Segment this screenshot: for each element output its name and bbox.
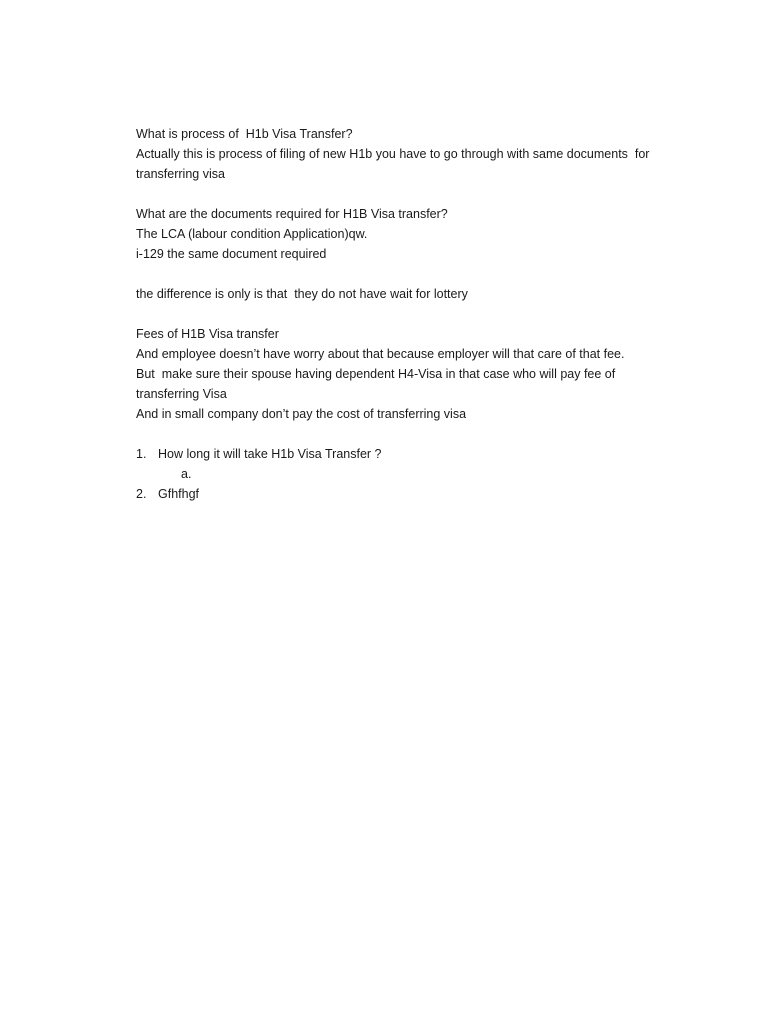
list-item (136, 444, 676, 464)
list-item (136, 484, 676, 504)
sub-list-item (136, 464, 676, 484)
paragraph-gap (136, 304, 676, 324)
paragraph-gap (136, 184, 676, 204)
sub-list-letter: a. (181, 467, 192, 481)
answer-process: Actually this is process of filing of new H1b you have to go through with same documents for transferring visa (136, 147, 653, 181)
paragraph-gap (136, 264, 676, 284)
paragraph-gap (136, 424, 676, 444)
document-body (136, 124, 676, 504)
answer-fees-small-company: And in small company don’t pay the cost of transferring visa (136, 407, 467, 421)
list-text: How long it will take H1b Visa Transfer ? (158, 447, 382, 461)
question-heading-process: What is process of H1b Visa Transfer? (136, 127, 353, 141)
answer-fees-spouse: But make sure their spouse having dependent H4-Visa in that case who will pay fee of transferring Visa (136, 367, 619, 401)
answer-lca: The LCA (labour condition Application)qw. (136, 227, 368, 241)
question-heading-fees: Fees of H1B Visa transfer (136, 327, 279, 341)
list-text: Gfhfhgf (158, 487, 199, 501)
list-number: 2. (136, 487, 147, 501)
list-number: 1. (136, 447, 147, 461)
answer-fees-employee: And employee doesn’t have worry about that because employer will that care of that fee. (136, 347, 625, 361)
question-heading-documents: What are the documents required for H1B Visa transfer? (136, 207, 448, 221)
answer-i129: i-129 the same document required (136, 247, 327, 261)
difference-note: the difference is only is that they do not have wait for lottery (136, 287, 468, 301)
